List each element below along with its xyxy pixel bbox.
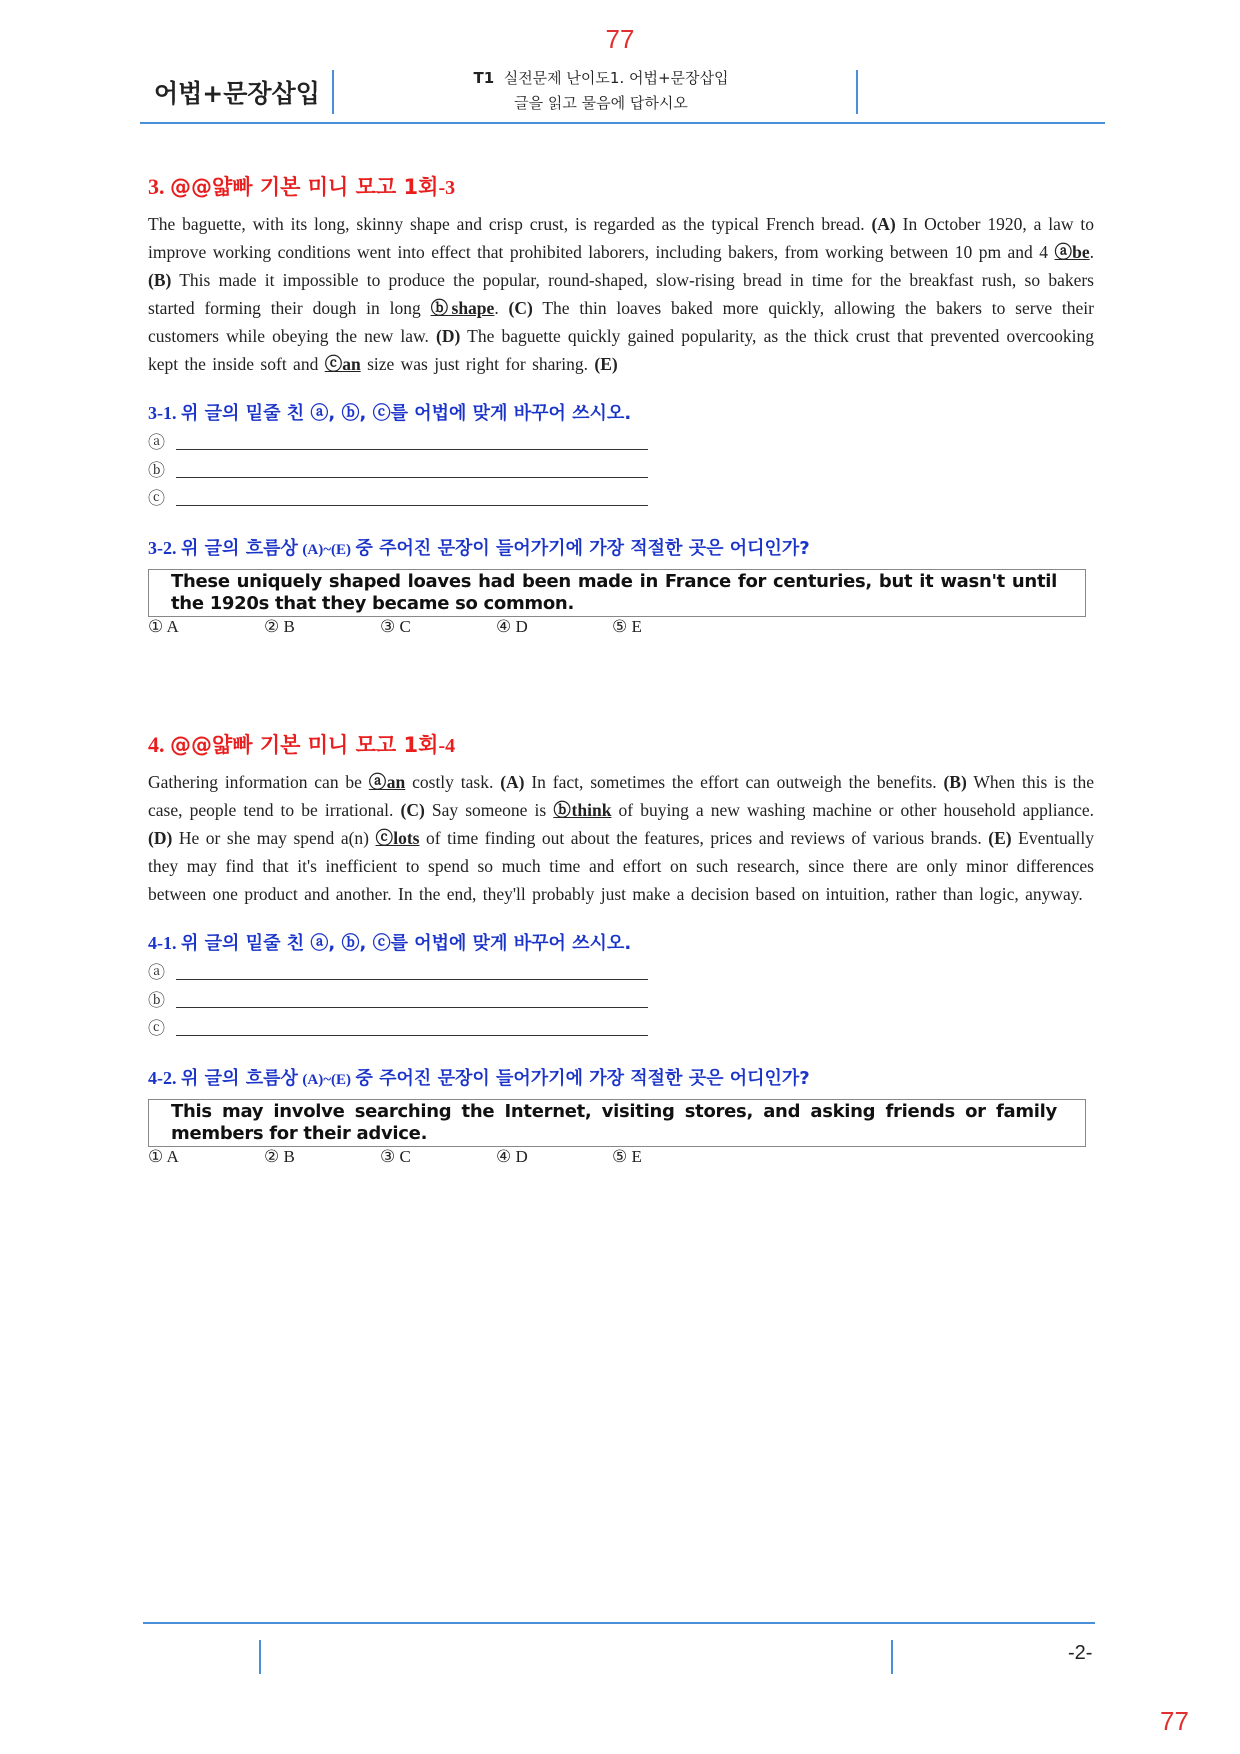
question-4-2-prompt: [148, 1063, 1094, 1095]
choice-4[interactable]: ④ D: [496, 1147, 528, 1166]
answer-blank[interactable]: [176, 979, 648, 980]
question-3-title-suffix: -3: [438, 177, 456, 199]
insert-marker-b: (B): [148, 270, 172, 290]
question-4-title-text: @@얇빠 기본 미니 모고 1회: [170, 733, 439, 757]
answer-blank[interactable]: [176, 1035, 648, 1036]
passage-text: In fact, sometimes the effort can outweigh the benefits.: [524, 772, 944, 792]
underlined-item-b: ⓑshape: [430, 298, 495, 318]
answer-blank[interactable]: [176, 449, 648, 450]
question-4-title-suffix: -4: [438, 735, 456, 757]
insert-marker-a: (A): [500, 772, 525, 792]
insert-marker-e: (E): [594, 354, 618, 374]
choice-5[interactable]: ⑤ E: [612, 1147, 642, 1166]
footer-page-indicator: -2-: [1068, 1642, 1093, 1664]
passage-text: .: [1089, 242, 1094, 262]
header-line1: 실전문제 난이도1. 어법+문장삽입: [503, 69, 729, 87]
subquestion-text: 중 주어진 문장이 들어가기에 가장 적절한 곳은 어디인가?: [355, 1068, 810, 1089]
underlined-item-c: ⓒan: [324, 354, 361, 374]
answer-label: ⓑ: [148, 991, 165, 1010]
question-4: [148, 728, 1094, 1169]
subquestion-text: 중 주어진 문장이 들어가기에 가장 적절한 곳은 어디인가?: [355, 538, 810, 559]
header-instructions: [440, 66, 762, 116]
given-sentence-box: These uniquely shaped loaves had been made in France for centuries, but it wasn't until the 1920s that they became so common.: [148, 569, 1086, 617]
footer-divider-left: [259, 1640, 261, 1674]
insert-marker-e: (E): [988, 828, 1012, 848]
answer-line-b[interactable]: [148, 987, 1094, 1015]
passage-text: Gathering information can be: [148, 772, 369, 792]
subquestion-text: 위 글의 흐름상: [181, 1068, 298, 1089]
question-3: [148, 170, 1094, 639]
answer-label: ⓑ: [148, 461, 165, 480]
choice-1[interactable]: ① A: [148, 1147, 179, 1166]
passage-text: costly task.: [405, 772, 501, 792]
choice-4[interactable]: ④ D: [496, 617, 528, 636]
answer-line-a[interactable]: [148, 959, 1094, 987]
answer-label: ⓐ: [148, 963, 165, 982]
subquestion-range: (A)~(E): [302, 542, 351, 558]
answer-line-a[interactable]: [148, 429, 1094, 457]
answer-choices: [148, 1147, 1094, 1169]
answer-label: ⓒ: [148, 489, 165, 508]
header-line2: 글을 읽고 물음에 답하시오: [514, 94, 688, 112]
choice-3[interactable]: ③ C: [380, 617, 411, 636]
question-4-number: 4.: [148, 732, 165, 757]
answer-blank[interactable]: [176, 1007, 648, 1008]
subquestion-number: 3-1.: [148, 403, 177, 423]
question-3-number: 3.: [148, 174, 165, 199]
header-divider-right: [856, 70, 858, 114]
choice-2[interactable]: ② B: [264, 617, 295, 636]
answer-line-c[interactable]: [148, 1015, 1094, 1043]
footer-rule: [143, 1622, 1095, 1624]
page-number-bottom: 77: [1160, 1706, 1189, 1736]
underlined-item-b: ⓑthink: [553, 800, 612, 820]
given-sentence-box: This may involve searching the Internet, visiting stores, and asking friends or family members for their advice.: [148, 1099, 1086, 1147]
passage-text: Eventually they may find that it's inefficient to spend so much time and effort on such research, since there are only minor differences between one product and another. In the end, they'll probably just make a decision based on intuition, rather than logic, anyway.: [148, 828, 1094, 904]
insert-marker-d: (D): [436, 326, 461, 346]
subquestion-text: 위 글의 흐름상: [181, 538, 298, 559]
subquestion-number: 4-2.: [148, 1068, 177, 1088]
insert-marker-c: (C): [508, 298, 533, 318]
answer-choices: [148, 617, 1094, 639]
subquestion-text: 위 글의 밑줄 친 ⓐ, ⓑ, ⓒ를 어법에 맞게 바꾸어 쓰시오.: [181, 403, 632, 424]
answer-label: ⓐ: [148, 433, 165, 452]
answer-line-c[interactable]: [148, 485, 1094, 513]
question-3-title: [148, 170, 1094, 204]
header-rule: [140, 122, 1105, 124]
question-3-2-prompt: [148, 533, 1094, 565]
page-number-top: 77: [605, 24, 635, 54]
passage-text: This made it impossible to produce the popular, round-shaped, slow-rising bread in time for the breakfast rush, so bakers started forming their dough in long: [148, 270, 1094, 318]
subquestion-text: 위 글의 밑줄 친 ⓐ, ⓑ, ⓒ를 어법에 맞게 바꾸어 쓰시오.: [181, 933, 632, 954]
passage-text: of time finding out about the features, prices and reviews of various brands.: [419, 828, 989, 848]
answer-label: ⓒ: [148, 1019, 165, 1038]
subquestion-number: 3-2.: [148, 538, 177, 558]
question-4-passage: [148, 768, 1094, 908]
passage-text: The thin loaves baked more quickly, allowing the bakers to serve their customers while obeying the new law.: [148, 298, 1094, 346]
question-4-title: [148, 728, 1094, 762]
passage-text: Say someone is: [424, 800, 554, 820]
question-3-passage: [148, 210, 1094, 378]
header-title: 어법+문장삽입: [154, 79, 320, 108]
passage-text: He or she may spend a(n): [172, 828, 376, 848]
passage-text: .: [494, 298, 509, 318]
answer-line-b[interactable]: [148, 457, 1094, 485]
subquestion-number: 4-1.: [148, 933, 177, 953]
passage-text: size was just right for sharing.: [360, 354, 595, 374]
answer-blank[interactable]: [176, 477, 648, 478]
insert-marker-b: (B): [943, 772, 967, 792]
passage-text: When this is the case, people tend to be irrational.: [148, 772, 1095, 820]
passage-text: In October 1920, a law to improve working conditions went into effect that prohibited laborers, including bakers, from working between 10 pm and 4: [148, 214, 1094, 262]
footer-divider-right: [891, 1640, 893, 1674]
underlined-item-a: ⓐan: [368, 772, 406, 792]
question-3-1-prompt: [148, 398, 1094, 429]
insert-marker-a: (A): [871, 214, 896, 234]
passage-text: The baguette, with its long, skinny shape and crisp crust, is regarded as the typical French bread.: [148, 214, 872, 234]
choice-3[interactable]: ③ C: [380, 1147, 411, 1166]
header-divider-left: [332, 70, 334, 114]
underlined-item-a: ⓐbe: [1054, 242, 1090, 262]
answer-blank[interactable]: [176, 505, 648, 506]
page-header: [140, 62, 1105, 124]
choice-1[interactable]: ① A: [148, 617, 179, 636]
insert-marker-c: (C): [400, 800, 425, 820]
subquestion-range: (A)~(E): [302, 1072, 351, 1088]
underlined-item-c: ⓒlots: [375, 828, 420, 848]
choice-5[interactable]: ⑤ E: [612, 617, 642, 636]
question-4-1-prompt: [148, 928, 1094, 959]
header-code: T1: [473, 69, 495, 87]
passage-text: The baguette quickly gained popularity, as the thick crust that prevented overcooking kept the inside soft and: [148, 326, 1094, 374]
choice-2[interactable]: ② B: [264, 1147, 295, 1166]
passage-text: of buying a new washing machine or other household appliance.: [611, 800, 1095, 820]
insert-marker-d: (D): [148, 828, 173, 848]
question-3-title-text: @@얇빠 기본 미니 모고 1회: [170, 175, 439, 199]
